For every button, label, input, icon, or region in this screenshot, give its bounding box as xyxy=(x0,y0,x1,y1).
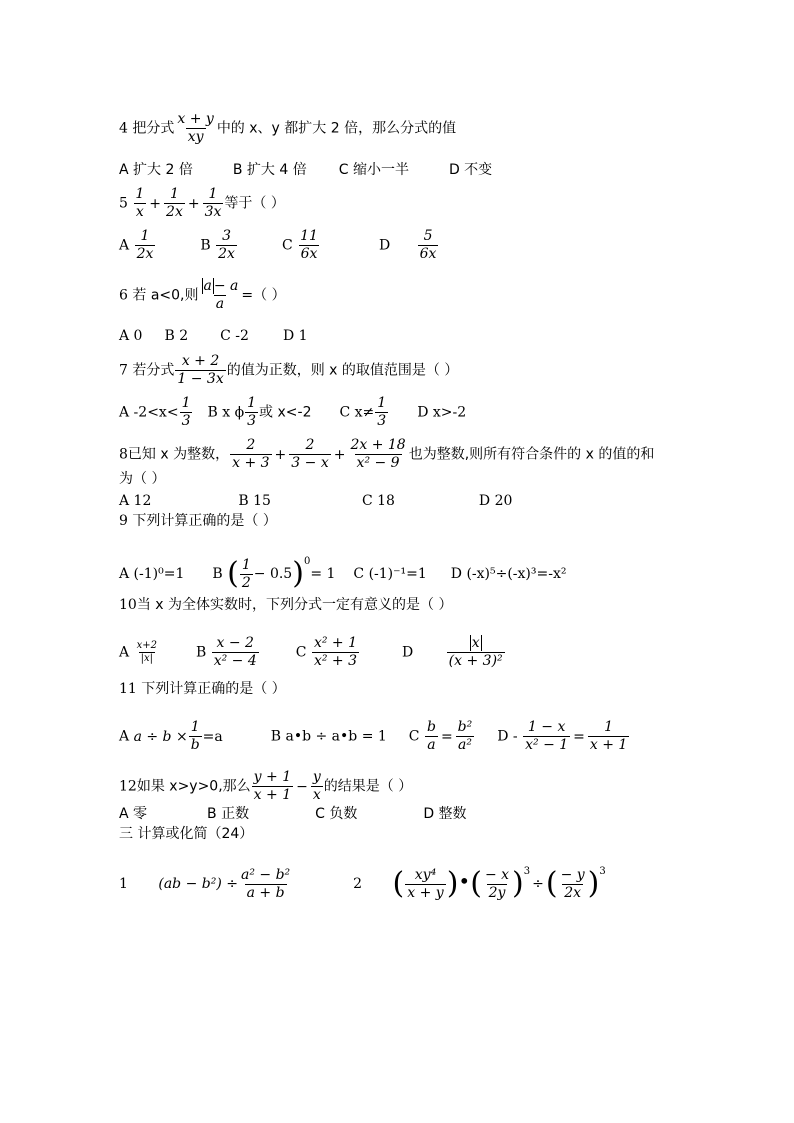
numerator: x + y xyxy=(177,111,214,127)
fraction xyxy=(133,187,146,220)
fraction xyxy=(289,438,330,471)
denominator: x² − 4 xyxy=(213,653,257,669)
option-c: $\frac{b}{a}$ = $\frac{\text{b²}}{\text{a²}}$ xyxy=(426,719,473,753)
option-d xyxy=(447,636,505,669)
denominator: 3x xyxy=(204,204,222,220)
numerator: 1 xyxy=(181,395,191,411)
question-text: =（ ） xyxy=(241,287,286,304)
option-d-label: D xyxy=(378,237,391,254)
denominator: 6x xyxy=(300,246,318,262)
options-5 xyxy=(119,229,439,262)
question-number: 11 xyxy=(119,681,137,697)
numerator: 1 − x xyxy=(527,719,566,735)
numerator: a² − b² xyxy=(241,866,291,883)
numerator: x − 2 xyxy=(216,635,254,651)
numerator: 2 xyxy=(246,437,256,453)
option-a-expr: a ÷ b × xyxy=(133,728,188,745)
option-b-label: B xyxy=(195,644,207,661)
question-number: 6 xyxy=(119,287,128,304)
options-10 xyxy=(119,636,506,669)
numerator: 1 xyxy=(190,719,200,735)
numerator: y xyxy=(312,769,321,785)
problem-number: 1 xyxy=(119,876,128,892)
fraction xyxy=(456,720,475,753)
option-a: A 零 xyxy=(119,806,148,822)
option-b xyxy=(227,556,336,591)
problem-1-expr: (ab − b²) ÷ xyxy=(158,876,238,892)
question-text: 把分式 xyxy=(132,120,175,137)
numerator-rest: − a xyxy=(213,278,239,294)
options-6 xyxy=(119,326,308,346)
option-c: C 18 xyxy=(361,493,395,509)
denominator: a + b xyxy=(246,884,285,901)
question-10 xyxy=(119,595,452,615)
denominator: x + y xyxy=(407,884,444,901)
denominator: b xyxy=(190,737,200,753)
question-text: 的值为正数，则 x 的取值范围是（ ） xyxy=(226,362,459,379)
question-text: 当 x 为全体实数时，下列分式一定有意义的是（ ） xyxy=(136,597,453,613)
denominator: x + 1 xyxy=(253,787,292,803)
fraction xyxy=(240,558,253,591)
numerator: x + 2 xyxy=(181,353,220,369)
numerator: b xyxy=(426,719,436,735)
option-b xyxy=(216,229,237,262)
option-c: C 负数 xyxy=(315,806,358,822)
problem-number: 2 xyxy=(353,876,363,892)
option-b-result: = 1 xyxy=(310,566,336,582)
option-c: C 缩小一半 xyxy=(338,162,409,178)
option-b: B 正数 xyxy=(207,806,250,822)
paren-left: ( xyxy=(392,866,405,901)
numerator: 3 xyxy=(222,228,231,244)
question-number: 10 xyxy=(119,597,137,613)
absolute-value: x xyxy=(471,635,480,651)
denominator: xy xyxy=(187,129,204,145)
denominator: 3 xyxy=(377,413,387,429)
option-c: C (-1)⁻¹=1 xyxy=(353,566,427,582)
denominator: a² xyxy=(457,737,472,753)
question-text: 下列计算正确的是（ ） xyxy=(132,513,277,529)
fraction xyxy=(200,279,241,312)
options-8 xyxy=(119,491,512,511)
question-text: 若分式 xyxy=(132,362,175,379)
paren-left: ( xyxy=(470,866,482,901)
option-c: C -2 xyxy=(220,328,249,344)
option-a: A 扩大 2 倍 xyxy=(119,162,193,178)
question-text: 也为整数,则所有符合条件的 x 的值的和 xyxy=(408,446,655,463)
fraction xyxy=(311,770,323,803)
question-text: 中的 x、y 都扩大 2 倍，那么分式的值 xyxy=(216,120,457,137)
denominator: 3 xyxy=(181,413,191,429)
question-5: 5 $\frac{1}{x}$ + $\frac{1}{2x}$ + $\frac{1}{3x}$ 等于（ ） xyxy=(119,186,285,220)
numerator xyxy=(200,279,241,295)
question-11 xyxy=(119,679,286,699)
fraction xyxy=(425,720,438,753)
numerator: 1 xyxy=(135,186,145,202)
division-operator: ÷ xyxy=(532,876,544,892)
option-b-label: B xyxy=(212,566,223,582)
numerator: 1 xyxy=(247,395,257,411)
fraction xyxy=(180,396,193,429)
fraction xyxy=(523,720,570,753)
denominator: 3 − x xyxy=(291,455,329,471)
option-a xyxy=(133,719,223,753)
denominator: a xyxy=(427,737,436,753)
option-b: B 2 xyxy=(164,328,189,344)
option-b-label: B xyxy=(200,237,211,254)
numerator: 1 xyxy=(169,186,179,202)
numerator: 5 xyxy=(423,228,433,244)
option-a xyxy=(135,641,159,664)
denominator: 2y xyxy=(488,884,506,901)
option-a-result: =a xyxy=(202,728,223,745)
option-b: B a•b ÷ a•b = 1 xyxy=(270,728,387,745)
fraction xyxy=(348,438,407,471)
option-a-label: A xyxy=(119,237,130,254)
question-8-continued: 为（ ） xyxy=(119,471,166,487)
denominator: 6x xyxy=(419,246,437,262)
fraction xyxy=(483,868,511,901)
option-b-minus: − 0.5 xyxy=(253,566,293,582)
exponent: 3 xyxy=(599,866,606,877)
denominator: |x| xyxy=(140,653,153,664)
numerator: x+2 xyxy=(136,640,157,651)
option-a: A 0 xyxy=(119,328,143,344)
fraction xyxy=(588,720,629,753)
option-b: B 扩大 4 倍 xyxy=(232,162,307,178)
fraction xyxy=(175,354,225,387)
question-7 xyxy=(119,354,458,387)
numerator: − x xyxy=(484,866,510,883)
section-heading: 三 计算或化简（24） xyxy=(119,826,254,842)
fraction xyxy=(230,438,271,471)
denominator: x xyxy=(312,787,321,803)
question-6 xyxy=(119,279,286,312)
denominator: 2 xyxy=(241,574,251,591)
option-b: B x ϕ xyxy=(207,404,245,421)
option-d: D x>-2 xyxy=(417,404,467,421)
numerator: 1 xyxy=(604,719,614,735)
question-number: 7 xyxy=(119,362,128,379)
option-a-label: A xyxy=(119,644,130,661)
exponent: 0 xyxy=(303,556,311,567)
fraction xyxy=(559,868,587,901)
denominator: x² − 1 xyxy=(525,737,569,753)
question-number: 4 xyxy=(119,120,128,137)
paren-right: ) xyxy=(587,866,600,901)
option-c-label: C xyxy=(295,644,307,661)
numerator: xy⁴ xyxy=(414,866,437,883)
option-c-label: C xyxy=(281,237,293,254)
question-text: 已知 x 为整数， xyxy=(127,446,230,463)
option-d-label: D - xyxy=(497,728,518,745)
numerator: 1 xyxy=(140,228,150,244)
options-7 xyxy=(119,396,466,429)
option-b xyxy=(212,636,259,669)
fraction xyxy=(189,720,202,753)
denominator: x xyxy=(135,204,144,220)
question-text: 下列计算正确的是（ ） xyxy=(141,681,286,697)
option-d: D 不变 xyxy=(448,162,493,178)
fraction xyxy=(203,187,224,220)
fraction xyxy=(405,868,445,901)
option-c: C x≠ xyxy=(339,404,375,421)
question-number: 8 xyxy=(119,446,128,463)
denominator: x + 3 xyxy=(232,455,270,471)
option-b-rest: 或 x<-2 xyxy=(259,404,312,421)
dot-operator: • xyxy=(458,869,471,893)
option-d xyxy=(418,229,439,262)
fraction xyxy=(175,112,215,145)
question-text: 若 a<0,则 xyxy=(132,287,199,304)
option-a xyxy=(135,229,156,262)
options-11 xyxy=(119,720,630,753)
denominator: 2x xyxy=(564,884,582,901)
option-a: A 12 xyxy=(119,493,152,509)
question-9 xyxy=(119,511,277,531)
exponent: 3 xyxy=(523,866,531,877)
option-c xyxy=(298,229,320,262)
option-d: D 1 xyxy=(282,328,308,344)
options-4 xyxy=(119,160,492,180)
denominator: a xyxy=(215,296,225,312)
question-text: 的结果是（ ） xyxy=(323,778,413,795)
option-b: B 15 xyxy=(238,493,271,509)
question-number: 9 xyxy=(119,513,128,529)
denominator: 2x xyxy=(136,246,154,262)
option-a-label: A xyxy=(119,728,130,745)
numerator: y + 1 xyxy=(253,769,292,785)
denominator: (x + 3)² xyxy=(448,653,503,669)
denominator: 2x xyxy=(218,246,235,262)
option-d: D (-x)⁵÷(-x)³=-x² xyxy=(450,566,567,582)
option-c xyxy=(312,636,359,669)
question-8: 8已知 x 为整数， $\frac{2}{x + 3}$ + $\frac{2}{3 - x}$ + $\frac{2x + 18}{\text{x² − 9}}$ 也为整数,则所有符合条件的 x 的值的和 xyxy=(119,437,655,471)
question-number: 5 xyxy=(119,195,128,212)
fraction xyxy=(239,868,292,901)
option-d: D 整数 xyxy=(423,806,467,822)
question-12: 12如果 x>y>0,那么 $\frac{y + 1}{x + 1}$ − $\frac{y}{x}$ 的结果是（ ） xyxy=(119,769,413,803)
numerator xyxy=(468,636,484,652)
numerator: 2x + 18 xyxy=(350,437,406,453)
denominator: 3 xyxy=(247,413,257,429)
question-text: 等于（ ） xyxy=(224,195,285,212)
option-d: D 20 xyxy=(478,493,513,509)
option-c-label: C xyxy=(408,728,420,745)
fraction xyxy=(245,396,258,429)
numerator: x² + 1 xyxy=(313,635,357,651)
denominator: x + 1 xyxy=(589,737,628,753)
problems-row xyxy=(119,862,606,901)
question-4 xyxy=(119,112,456,145)
option-d-label: D xyxy=(401,644,414,661)
options-9 xyxy=(119,552,566,591)
paren-right: ) xyxy=(292,556,304,591)
numerator: 2 xyxy=(305,437,315,453)
option-d: $\frac{1 - x}{\text{x² − 1}}$ = $\frac{1}{x + 1}$ xyxy=(525,719,628,753)
fraction xyxy=(252,770,293,803)
numerator: 1 xyxy=(241,556,251,573)
numerator: 1 xyxy=(208,186,218,202)
paren-right: ) xyxy=(512,866,524,901)
denominator: 2x xyxy=(166,204,183,220)
numerator: 1 xyxy=(377,395,387,411)
option-a: A (-1)⁰=1 xyxy=(119,566,185,582)
question-text: 如果 x>y>0,那么 xyxy=(136,778,251,795)
numerator: b² xyxy=(457,719,473,735)
problem-2 xyxy=(392,866,606,901)
denominator: x² + 3 xyxy=(313,653,357,669)
options-12 xyxy=(119,804,467,824)
numerator: 11 xyxy=(300,228,318,244)
numerator: − y xyxy=(560,866,585,883)
denominator: x² − 9 xyxy=(356,455,400,471)
absolute-value: a xyxy=(203,278,212,294)
fraction xyxy=(164,187,185,220)
paren-right: ) xyxy=(446,866,459,901)
fraction xyxy=(375,396,388,429)
option-a: A -2<x< xyxy=(119,404,179,421)
denominator: 1 − 3x xyxy=(177,371,224,387)
paren-left: ( xyxy=(227,556,239,591)
problem-1 xyxy=(158,866,293,901)
paren-left: ( xyxy=(545,866,558,901)
question-number: 12 xyxy=(119,778,137,795)
